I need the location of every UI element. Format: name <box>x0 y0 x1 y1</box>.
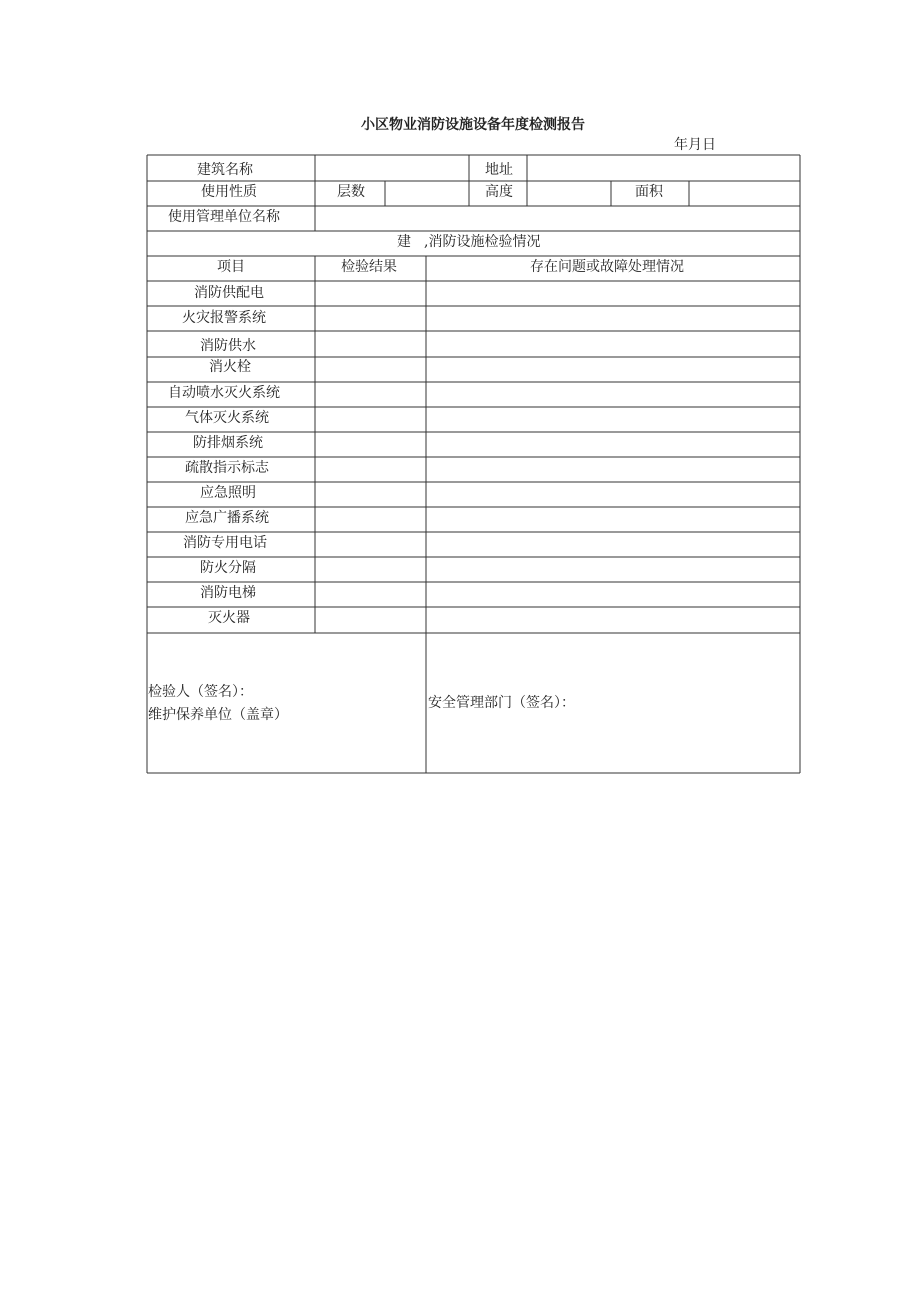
header-item: 项目 <box>217 259 245 275</box>
area-label: 面积 <box>635 184 663 200</box>
item-emergency-lighting: 应急照明 <box>200 485 256 501</box>
floors-label: 层数 <box>337 184 365 200</box>
building-name-label: 建筑名称 <box>197 162 253 178</box>
address-label: 地址 <box>485 162 513 178</box>
item-hydrant: 消火栓 <box>209 359 251 375</box>
safety-dept-signature-label: 安全管理部门（签名）： <box>428 695 575 711</box>
item-water-supply: 消防供水 <box>200 338 256 354</box>
item-fire-separation: 防火分隔 <box>200 560 256 576</box>
item-power-supply: 消防供配电 <box>194 285 264 301</box>
date-label: 年月日 <box>674 137 716 153</box>
header-issues: 存在问题或故障处理情况 <box>530 259 684 275</box>
item-extinguisher: 灭火器 <box>208 610 250 626</box>
item-fire-alarm: 火灾报警系统 <box>182 310 266 326</box>
management-unit-label: 使用管理单位名称 <box>168 209 280 225</box>
item-smoke-exhaust: 防排烟系统 <box>193 435 263 451</box>
section-title: ,消防设施检验情况 <box>424 234 541 250</box>
maintenance-unit-stamp-label: 维护保养单位（盖章） <box>148 707 288 723</box>
page-title: 小区物业消防设施设备年度检测报告 <box>361 117 585 133</box>
inspector-signature-label: 检验人（签名）： <box>148 684 253 700</box>
section-prefix: 建 <box>397 234 411 249</box>
height-label: 高度 <box>485 184 513 200</box>
item-fire-elevator: 消防电梯 <box>200 585 256 601</box>
item-sprinkler: 自动喷水灭火系统 <box>168 385 280 401</box>
item-evacuation-signs: 疏散指示标志 <box>185 460 269 476</box>
usage-label: 使用性质 <box>201 184 257 200</box>
item-fire-phone: 消防专用电话 <box>183 535 267 551</box>
item-gas-extinguishing: 气体灭火系统 <box>185 410 269 426</box>
header-result: 检验结果 <box>341 259 397 275</box>
item-emergency-broadcast: 应急广播系统 <box>185 510 269 526</box>
